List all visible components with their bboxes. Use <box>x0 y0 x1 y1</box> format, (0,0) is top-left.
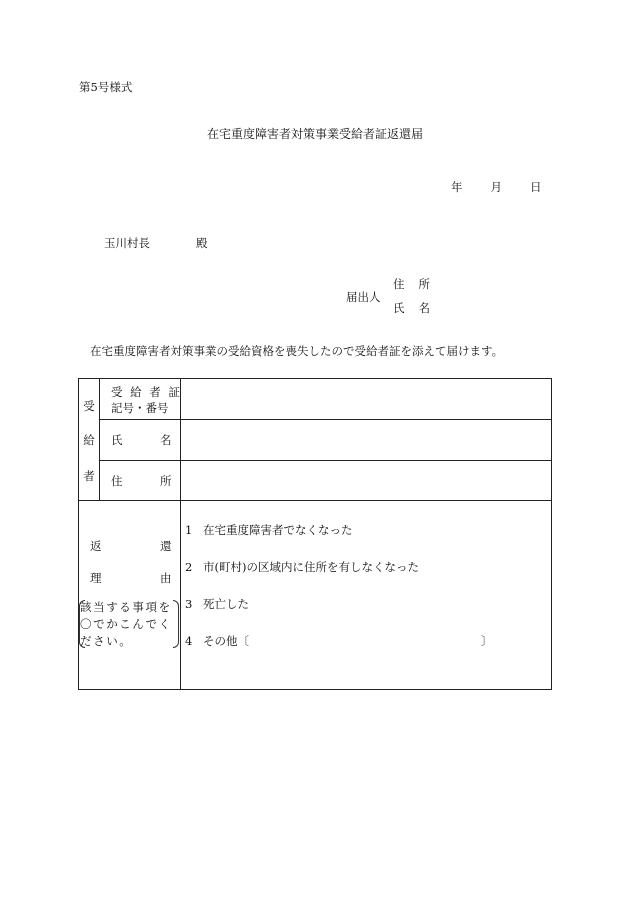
applicant-name-char-1: 氏 <box>393 301 405 315</box>
name-label-char-2: 名 <box>160 433 172 447</box>
reason-label-char-1: 理 <box>90 571 102 585</box>
reason-number: 1 <box>185 523 193 537</box>
certificate-number-field[interactable] <box>181 380 551 419</box>
address-label-char-1: 住 <box>111 474 123 488</box>
reason-text: 在宅重度障害者でなくなった <box>203 523 353 537</box>
applicant-address-char-2: 所 <box>418 277 430 291</box>
addressee-suffix: 殿 <box>196 236 208 250</box>
applicant-name-label <box>393 303 430 315</box>
recipient-vertical-1: 受 <box>83 399 95 413</box>
reason-text: 市(町村)の区域内に住所を有しなくなった <box>203 560 419 574</box>
name-label-char-1: 氏 <box>111 433 123 447</box>
reason-option-2[interactable] <box>185 562 419 574</box>
date-line <box>451 182 542 194</box>
statement-text: 在宅重度障害者対策事業の受給資格を喪失したので受給者証を添えて届けます。 <box>90 344 504 358</box>
applicant-address-char-1: 住 <box>393 277 405 291</box>
certificate-label-line1: 受 給 者 証 <box>111 385 182 399</box>
form-number: 第5号様式 <box>79 80 133 94</box>
date-day: 日 <box>530 180 542 194</box>
date-year: 年 <box>451 180 463 194</box>
name-field[interactable] <box>181 420 551 460</box>
reason-option-4[interactable] <box>185 636 249 648</box>
addressee-name: 玉川村長 <box>104 236 150 250</box>
reason-number: 3 <box>185 597 193 611</box>
bracket-note: 該当する事項を〇でかこんでください。 <box>80 600 172 648</box>
return-label-char-2: 還 <box>160 539 172 553</box>
applicant-label: 届出人 <box>346 290 381 304</box>
reason-text: その他〔 <box>203 634 249 648</box>
applicant-address-label <box>393 279 430 291</box>
return-form-table <box>78 378 552 690</box>
document-title: 在宅重度障害者対策事業受給者証返還届 <box>206 127 423 141</box>
date-month: 月 <box>490 180 502 194</box>
reason-text: 死亡した <box>203 597 249 611</box>
col-divider-recipient <box>99 379 100 500</box>
row-divider-3 <box>79 500 551 501</box>
other-reason-field[interactable] <box>249 632 479 652</box>
certificate-label-line2: 記号・番号 <box>111 401 169 415</box>
addressee <box>104 238 208 250</box>
reason-option-1[interactable] <box>185 525 353 537</box>
return-label-char-1: 返 <box>90 539 102 553</box>
recipient-vertical-3: 者 <box>83 469 95 483</box>
other-close-bracket: 〕 <box>481 634 493 648</box>
reason-number: 2 <box>185 560 193 574</box>
reason-option-3[interactable] <box>185 599 249 611</box>
address-field[interactable] <box>181 461 551 500</box>
recipient-vertical-2: 給 <box>83 433 95 447</box>
address-label-char-2: 所 <box>160 474 172 488</box>
applicant-name-char-2: 名 <box>418 301 430 315</box>
reason-number: 4 <box>185 634 193 648</box>
reason-label-char-2: 由 <box>160 571 172 585</box>
